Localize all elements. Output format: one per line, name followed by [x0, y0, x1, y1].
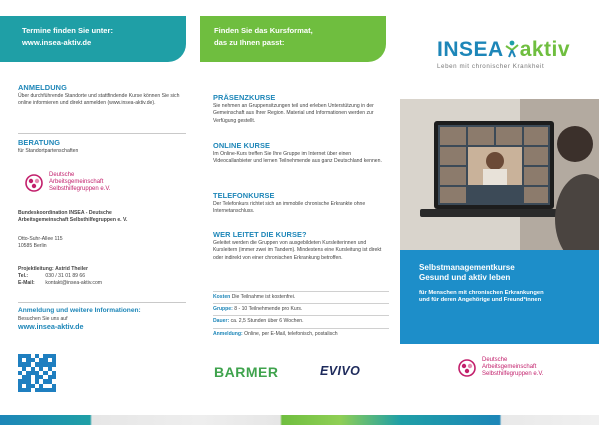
website-link[interactable]: www.insea-aktiv.de: [18, 322, 84, 332]
video-call-photo: [400, 99, 599, 250]
logo-figure-icon: [505, 40, 519, 58]
phone-label: Tel.:: [18, 273, 29, 280]
course-title-box: [400, 250, 599, 344]
logo-wordmark: [437, 38, 570, 62]
more-info-text: Besuchen Sie uns auf: [18, 316, 68, 323]
divider: [18, 133, 186, 134]
consulting-section: [18, 139, 186, 155]
course-subtitle-line2: und für deren Angehörige und Freund*innen: [419, 297, 542, 304]
project-lead-row: [18, 266, 190, 273]
in-person-section: [213, 94, 387, 125]
appointments-banner-link[interactable]: www.insea-aktiv.de: [22, 38, 92, 47]
registration-section: [18, 84, 186, 108]
phone-value[interactable]: 030 / 31 01 89 66: [45, 273, 86, 280]
fact-label: Dauer:: [213, 318, 230, 325]
phone-course-section: [213, 192, 387, 216]
dag-logo-line2: Arbeitsgemeinschaft: [49, 179, 104, 186]
dag-logo-mark-icon: [457, 358, 477, 378]
insea-aktiv-logo: [437, 38, 570, 70]
bottom-color-strip: [200, 415, 400, 425]
divider: [18, 302, 186, 303]
dag-logo-right: [457, 357, 544, 379]
email-value[interactable]: kontakt@insea-aktiv.com: [45, 280, 103, 287]
dag-logo-line3: Selbsthilfegruppen e.V.: [482, 371, 544, 378]
contact-block: [18, 266, 190, 288]
email-row: [18, 280, 190, 287]
project-lead-name: Astrid Theiler: [55, 266, 88, 272]
fact-row-group: [213, 303, 389, 315]
address-block: [18, 236, 186, 250]
fact-label: Gruppe:: [213, 306, 233, 313]
fact-row-costs: [213, 291, 389, 303]
project-lead-label: Projektleitung:: [18, 266, 54, 272]
address-city: 10585 Berlin: [18, 243, 47, 250]
middle-panel: [200, 0, 400, 425]
bottom-color-strip: [0, 415, 200, 425]
course-format-banner: [200, 16, 386, 62]
phone-course-heading: TELEFONKURSE: [213, 191, 275, 200]
appointments-banner: [0, 16, 186, 62]
course-subtitle-line1: für Menschen mit chronischen Erkrankungen: [419, 290, 544, 296]
address-street: Otto-Suhr-Allee 115: [18, 236, 63, 242]
fact-value: 8 - 10 Teilnehmende pro Kurs.: [234, 306, 303, 313]
coordination-line1: Bundeskoordination INSEA - Deutsche: [18, 210, 112, 216]
bottom-color-strip: [400, 415, 599, 425]
evivo-logo: EVIVO: [320, 364, 361, 378]
dag-logo-mark-icon: [24, 173, 44, 193]
coordination-line2: Arbeitsgemeinschaft Selbsthilfegruppen e. V.: [18, 217, 128, 224]
fact-label: Kosten: [213, 294, 231, 300]
dag-logo: [24, 172, 111, 194]
online-section: [213, 142, 387, 166]
course-leaders-heading: WER LEITET DIE KURSE?: [213, 230, 307, 239]
coordination-block: [18, 210, 190, 224]
phone-row: [18, 273, 190, 280]
logo-insea: INSEA: [437, 38, 504, 61]
course-format-banner-line1: Finden Sie das Kursformat,: [214, 26, 313, 35]
consulting-text: für Standortpartenschaften: [18, 148, 79, 155]
video-call-illustration-icon: [400, 99, 599, 250]
fact-value: Die Teilnahme ist kostenfrei.: [231, 294, 296, 300]
course-title-line2: Gesund und aktiv leben: [419, 273, 511, 282]
fact-row-duration: [213, 315, 389, 327]
dag-logo-text: [482, 357, 544, 379]
dag-logo-line1: Deutsche: [482, 357, 508, 363]
dag-logo-text: [49, 172, 111, 194]
barmer-logo: BARMER: [214, 364, 279, 380]
more-info-heading: Anmeldung und weitere Informationen:: [18, 307, 141, 314]
registration-text: Über durchführende Standorte und stattfindende Kurse können Sie sich online informieren und direkt anmelden (www.insea-aktiv.de).: [18, 93, 180, 107]
registration-heading: ANMELDUNG: [18, 83, 67, 92]
course-format-banner-line2: das zu Ihnen passt:: [214, 38, 285, 47]
phone-course-text: Der Telefonkurs richtet sich an immobile chronische Erkrankte ohne Internetanschluss.: [213, 201, 366, 215]
email-label: E-Mail:: [18, 280, 35, 287]
online-heading: ONLINE KURSE: [213, 141, 271, 150]
course-leaders-text: Geleitet werden die Gruppen von ausgebildeten Kursleiterinnen und Kursleitern (immer zwei im Tandem). Mindestens eine Kursleitung ist direkt oder indirekt von einer chronischen Erkrankung betroffen.: [213, 240, 382, 261]
more-info-section: [18, 307, 190, 331]
appointments-banner-line1: Termine finden Sie unter:: [22, 26, 113, 35]
course-title-line1: Selbstmanagementkurse: [419, 263, 515, 272]
online-text: Im Online-Kurs treffen Sie Ihre Gruppe im Internet über einen Videocallanbieter und lernen Teilnehmende aus ganz Deutschland kennen.: [213, 151, 382, 165]
in-person-text: Sie nehmen an Gruppensitzungen teil und erleben Unterstützung in der Gemeinschaft aus Ihrer Region. Material und Informationen werden zur Verfügung gestellt.: [213, 103, 374, 124]
dag-logo-line3: Selbsthilfegruppen e.V.: [49, 186, 111, 193]
dag-logo-line1: Deutsche: [49, 172, 75, 178]
facts-list: [213, 291, 389, 340]
logo-aktiv: aktiv: [519, 38, 571, 61]
fact-row-registration: [213, 328, 389, 340]
course-leaders-section: [213, 231, 387, 262]
fact-label: Anmeldung:: [213, 330, 243, 337]
dag-logo-line2: Arbeitsgemeinschaft: [482, 364, 537, 371]
consulting-heading: BERATUNG: [18, 138, 61, 147]
fact-value: ca. 2,5 Stunden über 6 Wochen.: [230, 318, 304, 325]
fact-value: Online, per E-Mail, telefonisch, postalisch: [244, 330, 338, 337]
logo-subtitle: Leben mit chronischer Krankheit: [437, 63, 545, 70]
in-person-heading: PRÄSENZKURSE: [213, 93, 276, 102]
qr-code-icon: [18, 354, 56, 392]
left-panel: [0, 0, 200, 425]
